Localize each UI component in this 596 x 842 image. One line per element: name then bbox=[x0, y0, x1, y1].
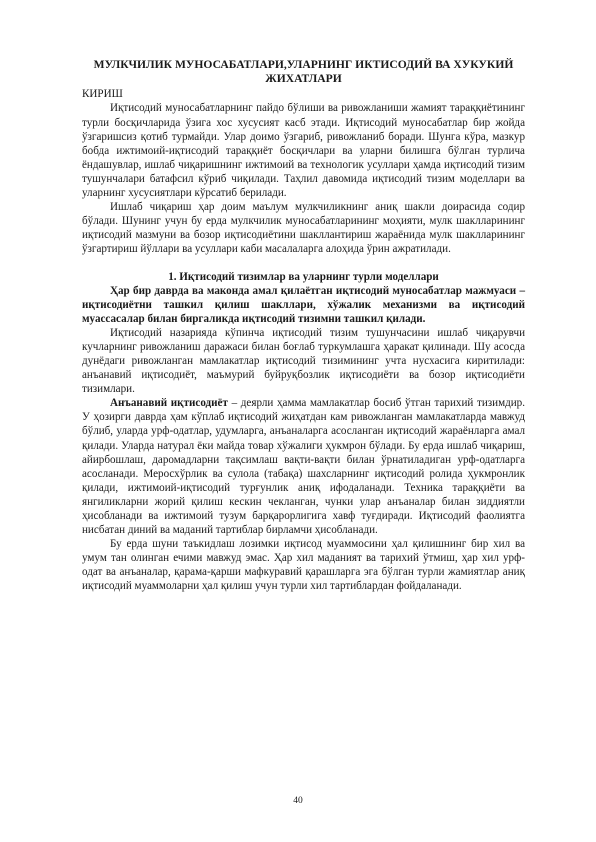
closing-paragraph: Бу ерда шуни таъкидлаш лозимки иқтисод муаммосини ҳал қилишнинг бир хил ва умум тан олинган ечими мавжуд эмас. Ҳар хил маданият ва тарихий ўтмиш, ҳар хил урф-одат ва анъаналар, қарама-қарши мафкуравий қарашларга эга бўлган турли жамиятлар аниқ иқтисодий муаммоларни ҳал қилиш учун турли хил тартиблардан фойдаланади. bbox=[82, 537, 525, 592]
traditional-economy-term: Анъанавий иқтисодиёт bbox=[110, 397, 228, 410]
section-paragraph-1: Иқтисодий назарияда кўпинча иқтисодий тизим тушунчасини ишлаб чиқарувчи кучларнинг ривожланиш даражаси билан боғлаб туркумлашга ҳаракат қилинади. Шу асосда дунёдаги ривожланган мамлакатлар иқтисодий тизимининг учта нусхасига киритилади: анъанавий иқтисодиёт, маъмурий буйруқбозлик иқтисодиёти ва бозор иқтисодиёти тизимлари. bbox=[82, 327, 525, 396]
intro-paragraph-1: Иқтисодий муносабатларнинг пайдо бўлиши ва ривожланиши жамият тараққиётининг турли босқичларида ўзига хос хусусият касб этади. Иқтисодий муносабатлар бир жойда ўзгаришсиз қотиб турмайди. Улар доимо ўзгариб, ривожланиб боради. Шунга кўра, мазкур бобда ижтимоий-иқтисодий тараққиёт босқичлари ва уларни билишга бўлган турлича ёндашувлар, ишлаб чиқаришнинг ижтимоий ва технологик усуллари ҳамда иқтисодий тизим тушунчалари батафсил кўриб чиқилади. Таҳлил давомида иқтисодий тизим моделлари ва уларнинг хусусиятлари кўрсатиб берилади. bbox=[82, 102, 525, 199]
section-heading: 1. Иқтисодий тизимлар ва уларнинг турли моделлари bbox=[168, 270, 439, 283]
section-lead-paragraph: Ҳар бир даврда ва маконда амал қилаётган иқтисодий муносабатлар мажмуаси – иқтисодиётни ташкил қилиш шакллари, хўжалик механизми ва иқтисодий муассасалар билан биргаликда иқтисодий тизимни ташкил қилади. bbox=[82, 285, 525, 326]
page-number: 40 bbox=[293, 796, 303, 806]
page-title: МУЛКЧИЛИК МУНОСАБАТЛАРИ,УЛАРНИНГ ИКТИСОДИЙ ВА ХУКУКИЙ ЖИХАТЛАРИ bbox=[93, 58, 514, 86]
intro-heading: КИРИШ bbox=[82, 88, 123, 101]
intro-paragraph-2: Ишлаб чиқариш ҳар доим маълум мулкчиликнинг аниқ шакли доирасида содир бўлади. Шунинг учун бу ерда мулкчилик муносабатларининг моҳияти, мулк шаклларининг иқтисодий мазмуни ва бозор иқтисодиётини шакллантириш жараёнида мулк шаклларининг ўзгартириш йўллари ва усуллари каби масалаларга алоҳида ўрин ажратилади. bbox=[82, 200, 525, 255]
traditional-economy-paragraph bbox=[82, 396, 525, 536]
traditional-economy-text: – деярли ҳамма мамлакатлар босиб ўтган тарихий тизимдир. У ҳозирги даврда ҳам кўплаб иқтисодий жиҳатдан кам ривожланган мамлакатларда мавжуд бўлиб, уларда урф-одатлар, удумларга, анъаналарга асосланган иқтисодий жараёнларга амал қилади. Уларда натурал ёки майда товар хўжалиги ҳукмрон бўлади. Бу ерда ишлаб чиқариш, айирбошлаш, даромадларни тақсимлаш вақти-вақти билан ўрнатиладиган урф-одатларга асосланади. Меросхўрлик ва сулола (табақа) шахсларнинг иқтисодий ролида ҳукмронлик қилади, ижтимоий-иқтисодий турғунлик аниқ ифодаланади. Техника тараққиёти ва янгиликларни жорий қилиш кескин чекланган, чунки улар анъаналар билан зиддиятли ҳисобланади ва ижтимоий тузум барқарорлигига хавф туғдиради. Иқтисодий фаолиятга нисбатан диний ва маданий тартиблар бирламчи ҳисобланади. bbox=[82, 397, 525, 536]
